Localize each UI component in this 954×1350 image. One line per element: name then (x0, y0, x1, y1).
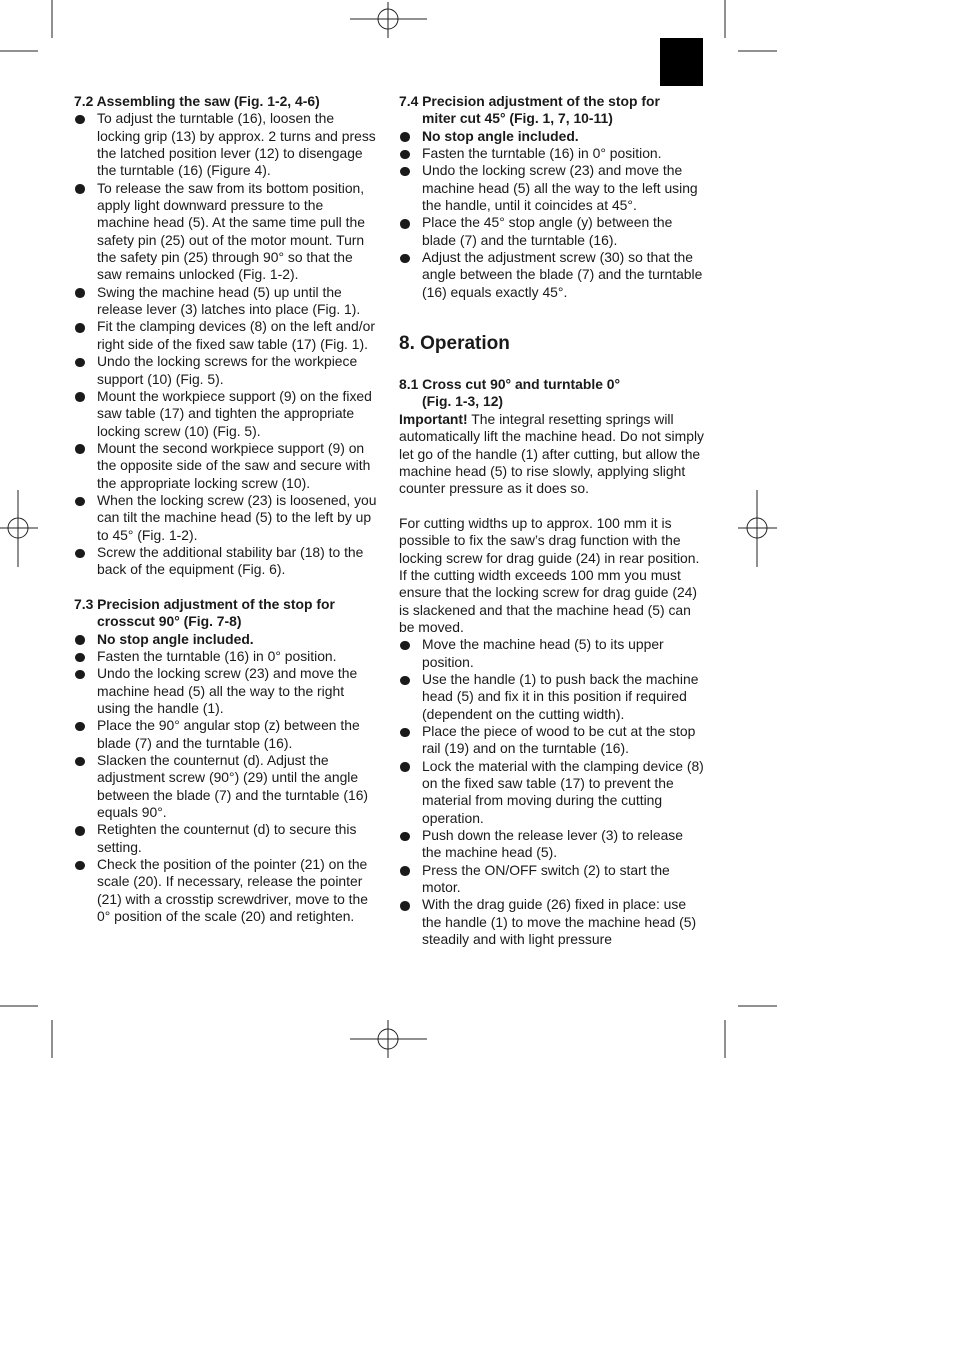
list-item: Lock the material with the clamping device (8) on the fixed saw table (17) to prevent the material from moving during the cutting operation. (399, 758, 705, 827)
list-item: Push down the release lever (3) to release the machine head (5). (399, 827, 705, 862)
section-7-4-list (399, 128, 705, 301)
section-7-3-list (74, 631, 379, 926)
important-text: The integral resetting springs will automatically lift the machine head. Do not simply let go of the handle (1) after cutting, but allow the machine head (5) to rise slowly, applying slight counter pressure as it does so. (399, 410, 704, 497)
list-item: Press the ON/OFF switch (2) to start the motor. (399, 862, 705, 897)
list-item: Place the 90° angular stop (z) between the blade (7) and the turntable (16). (74, 717, 379, 752)
list-item: Slacken the counternut (d). Adjust the adjustment screw (90°) (29) until the angle between the blade (7) and the turntable (16) equals 90°. (74, 752, 379, 821)
section-8-1-heading-line2: (Fig. 1-3, 12) (422, 393, 504, 410)
list-item: Retighten the counternut (d) to secure this setting. (74, 821, 379, 856)
section-7-3-heading-line1: 7.3 Precision adjustment of the stop for (74, 595, 335, 612)
list-item: Undo the locking screws for the workpiece support (10) (Fig. 5). (74, 353, 379, 388)
list-item: Swing the machine head (5) up until the release lever (3) latches into place (Fig. 1). (74, 284, 379, 319)
section-7-4-heading (399, 93, 705, 128)
list-item: Fit the clamping devices (8) on the left and/or right side of the fixed saw table (17) (Fig. 1). (74, 318, 379, 353)
no-stop-angle-note: No stop angle included. (399, 128, 705, 145)
list-item: Undo the locking screw (23) and move the machine head (5) all the way to the right using the handle (1). (74, 665, 379, 717)
section-8-1-heading (399, 376, 705, 411)
list-item: Mount the workpiece support (9) on the fixed saw table (17) and tighten the appropriate locking screw (10) (Fig. 5). (74, 388, 379, 440)
section-8-1-list (399, 636, 705, 948)
left-column (74, 93, 379, 926)
section-7-4-heading-line2: miter cut 45° (Fig. 1, 7, 10-11) (422, 110, 613, 127)
list-item: With the drag guide (26) fixed in place: use the handle (1) to move the machine head (5) steadily and with light pressure (399, 896, 705, 948)
section-8-1-heading-line1: 8.1 Cross cut 90° and turntable 0° (399, 376, 621, 393)
list-item: Move the machine head (5) to its upper position. (399, 636, 705, 671)
list-item: Fasten the turntable (16) in 0° position. (74, 648, 379, 665)
list-item: Check the position of the pointer (21) on the scale (20). If necessary, release the pointer (21) with a crosstip screwdriver, move to the 0° position of the scale (20) and retighten. (74, 856, 379, 925)
list-item: Place the 45° stop angle (y) between the blade (7) and the turntable (16). (399, 214, 705, 249)
drag-function-paragraph: For cutting widths up to approx. 100 mm it is possible to fix the saw’s drag function with the locking screw for drag guide (24) in rear position. If the cutting width exceeds 100 mm you must ensure that the locking screw for drag guide (24) is slackened and that the machine head (5) can be moved. (399, 514, 700, 635)
list-item: To adjust the turntable (16), loosen the locking grip (13) by approx. 2 turns and press the latched position lever (12) to disengage the turntable (16) (Figure 4). (74, 110, 379, 179)
right-column (399, 93, 705, 948)
section-7-2-list (74, 110, 379, 578)
list-item: Fasten the turntable (16) in 0° position. (399, 145, 705, 162)
no-stop-angle-note: No stop angle included. (74, 631, 379, 648)
list-item: Mount the second workpiece support (9) on the opposite side of the saw and secure with the appropriate locking screw (10). (74, 440, 379, 492)
list-item: To release the saw from its bottom position, apply light downward pressure to the machine head (5). At the same time pull the safety pin (25) out of the motor mount. Turn the safety pin (25) through 90° so that the saw remains unlocked (Fig. 1-2). (74, 180, 379, 284)
important-note (399, 411, 705, 498)
important-label: Important! (399, 410, 468, 427)
list-item: Use the handle (1) to push back the machine head (5) and fix it in this position if required (dependent on the cutting width). (399, 671, 705, 723)
section-7-4-heading-line1: 7.4 Precision adjustment of the stop for (399, 93, 660, 109)
list-item: When the locking screw (23) is loosened, you can tilt the machine head (5) to the left by up to 45° (Fig. 1-2). (74, 492, 379, 544)
section-8-heading: 8. Operation (399, 333, 510, 355)
section-7-2-heading: 7.2 Assembling the saw (Fig. 1-2, 4-6) (74, 93, 320, 109)
language-tab-block (660, 38, 703, 86)
section-7-3-heading (74, 596, 379, 631)
list-item: Adjust the adjustment screw (30) so that the angle between the blade (7) and the turntable (16) equals exactly 45°. (399, 249, 705, 301)
list-item: Screw the additional stability bar (18) to the back of the equipment (Fig. 6). (74, 544, 379, 579)
list-item: Undo the locking screw (23) and move the machine head (5) all the way to the left using the handle, until it coincides at 45°. (399, 162, 705, 214)
list-item: Place the piece of wood to be cut at the stop rail (19) and on the turntable (16). (399, 723, 705, 758)
section-7-3-heading-line2: crosscut 90° (Fig. 7-8) (97, 613, 242, 630)
